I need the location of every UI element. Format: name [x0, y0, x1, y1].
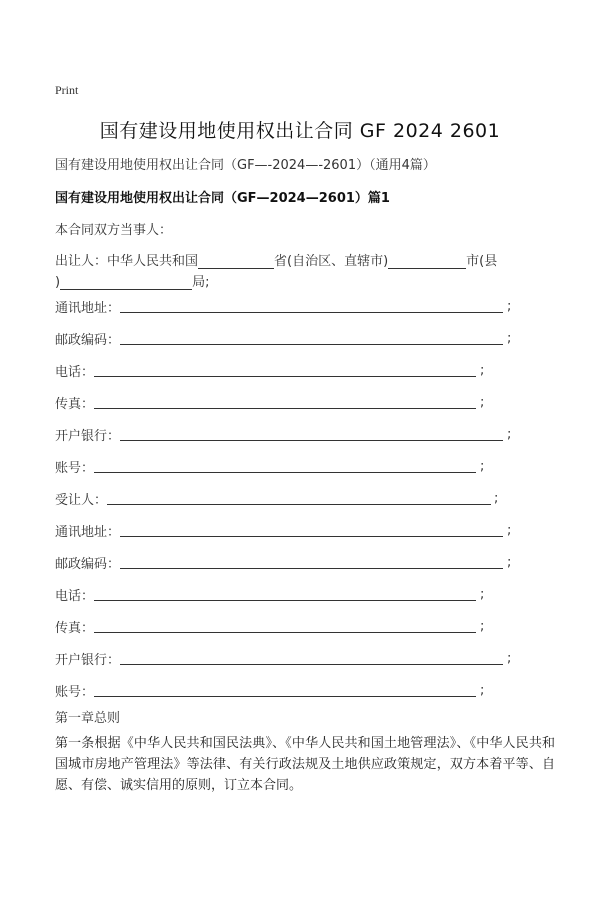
field-end: ;	[507, 331, 512, 346]
field-label: 电话：	[55, 365, 95, 380]
blank-county	[60, 275, 192, 290]
blank-province	[198, 254, 274, 269]
field-label: 通讯地址：	[55, 525, 121, 540]
grantor-province-label: 省(自治区、直辖市)	[274, 254, 389, 269]
field-end: ;	[480, 363, 485, 378]
section-heading: 国有建设用地使用权出让合同（GF—2024—2601）篇1	[55, 191, 390, 206]
field-end: ;	[507, 523, 512, 538]
field-end: ;	[494, 491, 499, 506]
field-label: 开户银行：	[55, 429, 121, 444]
parties-intro: 本合同双方当事人：	[55, 223, 173, 238]
field-label: 开户银行：	[55, 653, 121, 668]
field-end: ;	[507, 299, 512, 314]
article-1: 第一条根据《中华人民共和国民法典》、《中华人民共和国土地管理法》、《中华人民共和国城市房地产管理法》等法律、有关行政法规及土地供应政策规定，双方本着平等、自愿、有偿、诚实信用的原则，订立本合同。	[55, 736, 555, 793]
bank-line	[120, 664, 503, 665]
print-label[interactable]: Print	[55, 83, 79, 97]
address-line	[120, 536, 503, 537]
field-end: ;	[480, 395, 485, 410]
field-end: ;	[480, 459, 485, 474]
field-label: 账号：	[55, 461, 95, 476]
field-label: 通讯地址：	[55, 301, 121, 316]
document-subtitle: 国有建设用地使用权出让合同（GF—-2024—-2601）（通用4篇）	[55, 158, 436, 173]
phone-line	[94, 600, 476, 601]
address-line	[120, 312, 503, 313]
field-end: ;	[507, 555, 512, 570]
grantor-bureau-label: 局;	[192, 275, 210, 290]
field-label: 账号：	[55, 685, 95, 700]
fax-line	[94, 632, 476, 633]
field-label: 电话：	[55, 589, 95, 604]
chapter-heading: 第一章总则	[55, 711, 121, 726]
grantor-city-label: 市(县	[466, 254, 498, 269]
document-title: 国有建设用地使用权出让合同 GF 2024 2601	[99, 120, 501, 142]
field-end: ;	[507, 427, 512, 442]
field-end: ;	[480, 587, 485, 602]
account-line	[94, 696, 476, 697]
field-label: 传真：	[55, 397, 95, 412]
field-end: ;	[507, 651, 512, 666]
field-label: 邮政编码：	[55, 557, 121, 572]
field-label: 传真：	[55, 621, 95, 636]
field-end: ;	[480, 683, 485, 698]
field-label: 邮政编码：	[55, 333, 121, 348]
postcode-line	[120, 568, 503, 569]
grantor-line	[55, 250, 497, 269]
fax-line	[94, 408, 476, 409]
grantor-line-2	[55, 271, 209, 290]
grantor-prefix: 出让人：中华人民共和国	[55, 254, 199, 269]
blank-city	[388, 254, 466, 269]
postcode-line	[120, 344, 503, 345]
bank-line	[120, 440, 503, 441]
field-label: 受让人：	[55, 493, 108, 508]
phone-line	[94, 376, 476, 377]
field-end: ;	[480, 619, 485, 634]
account-line	[94, 472, 476, 473]
grantee-line	[107, 504, 491, 505]
grantor-paren: )	[55, 275, 61, 290]
